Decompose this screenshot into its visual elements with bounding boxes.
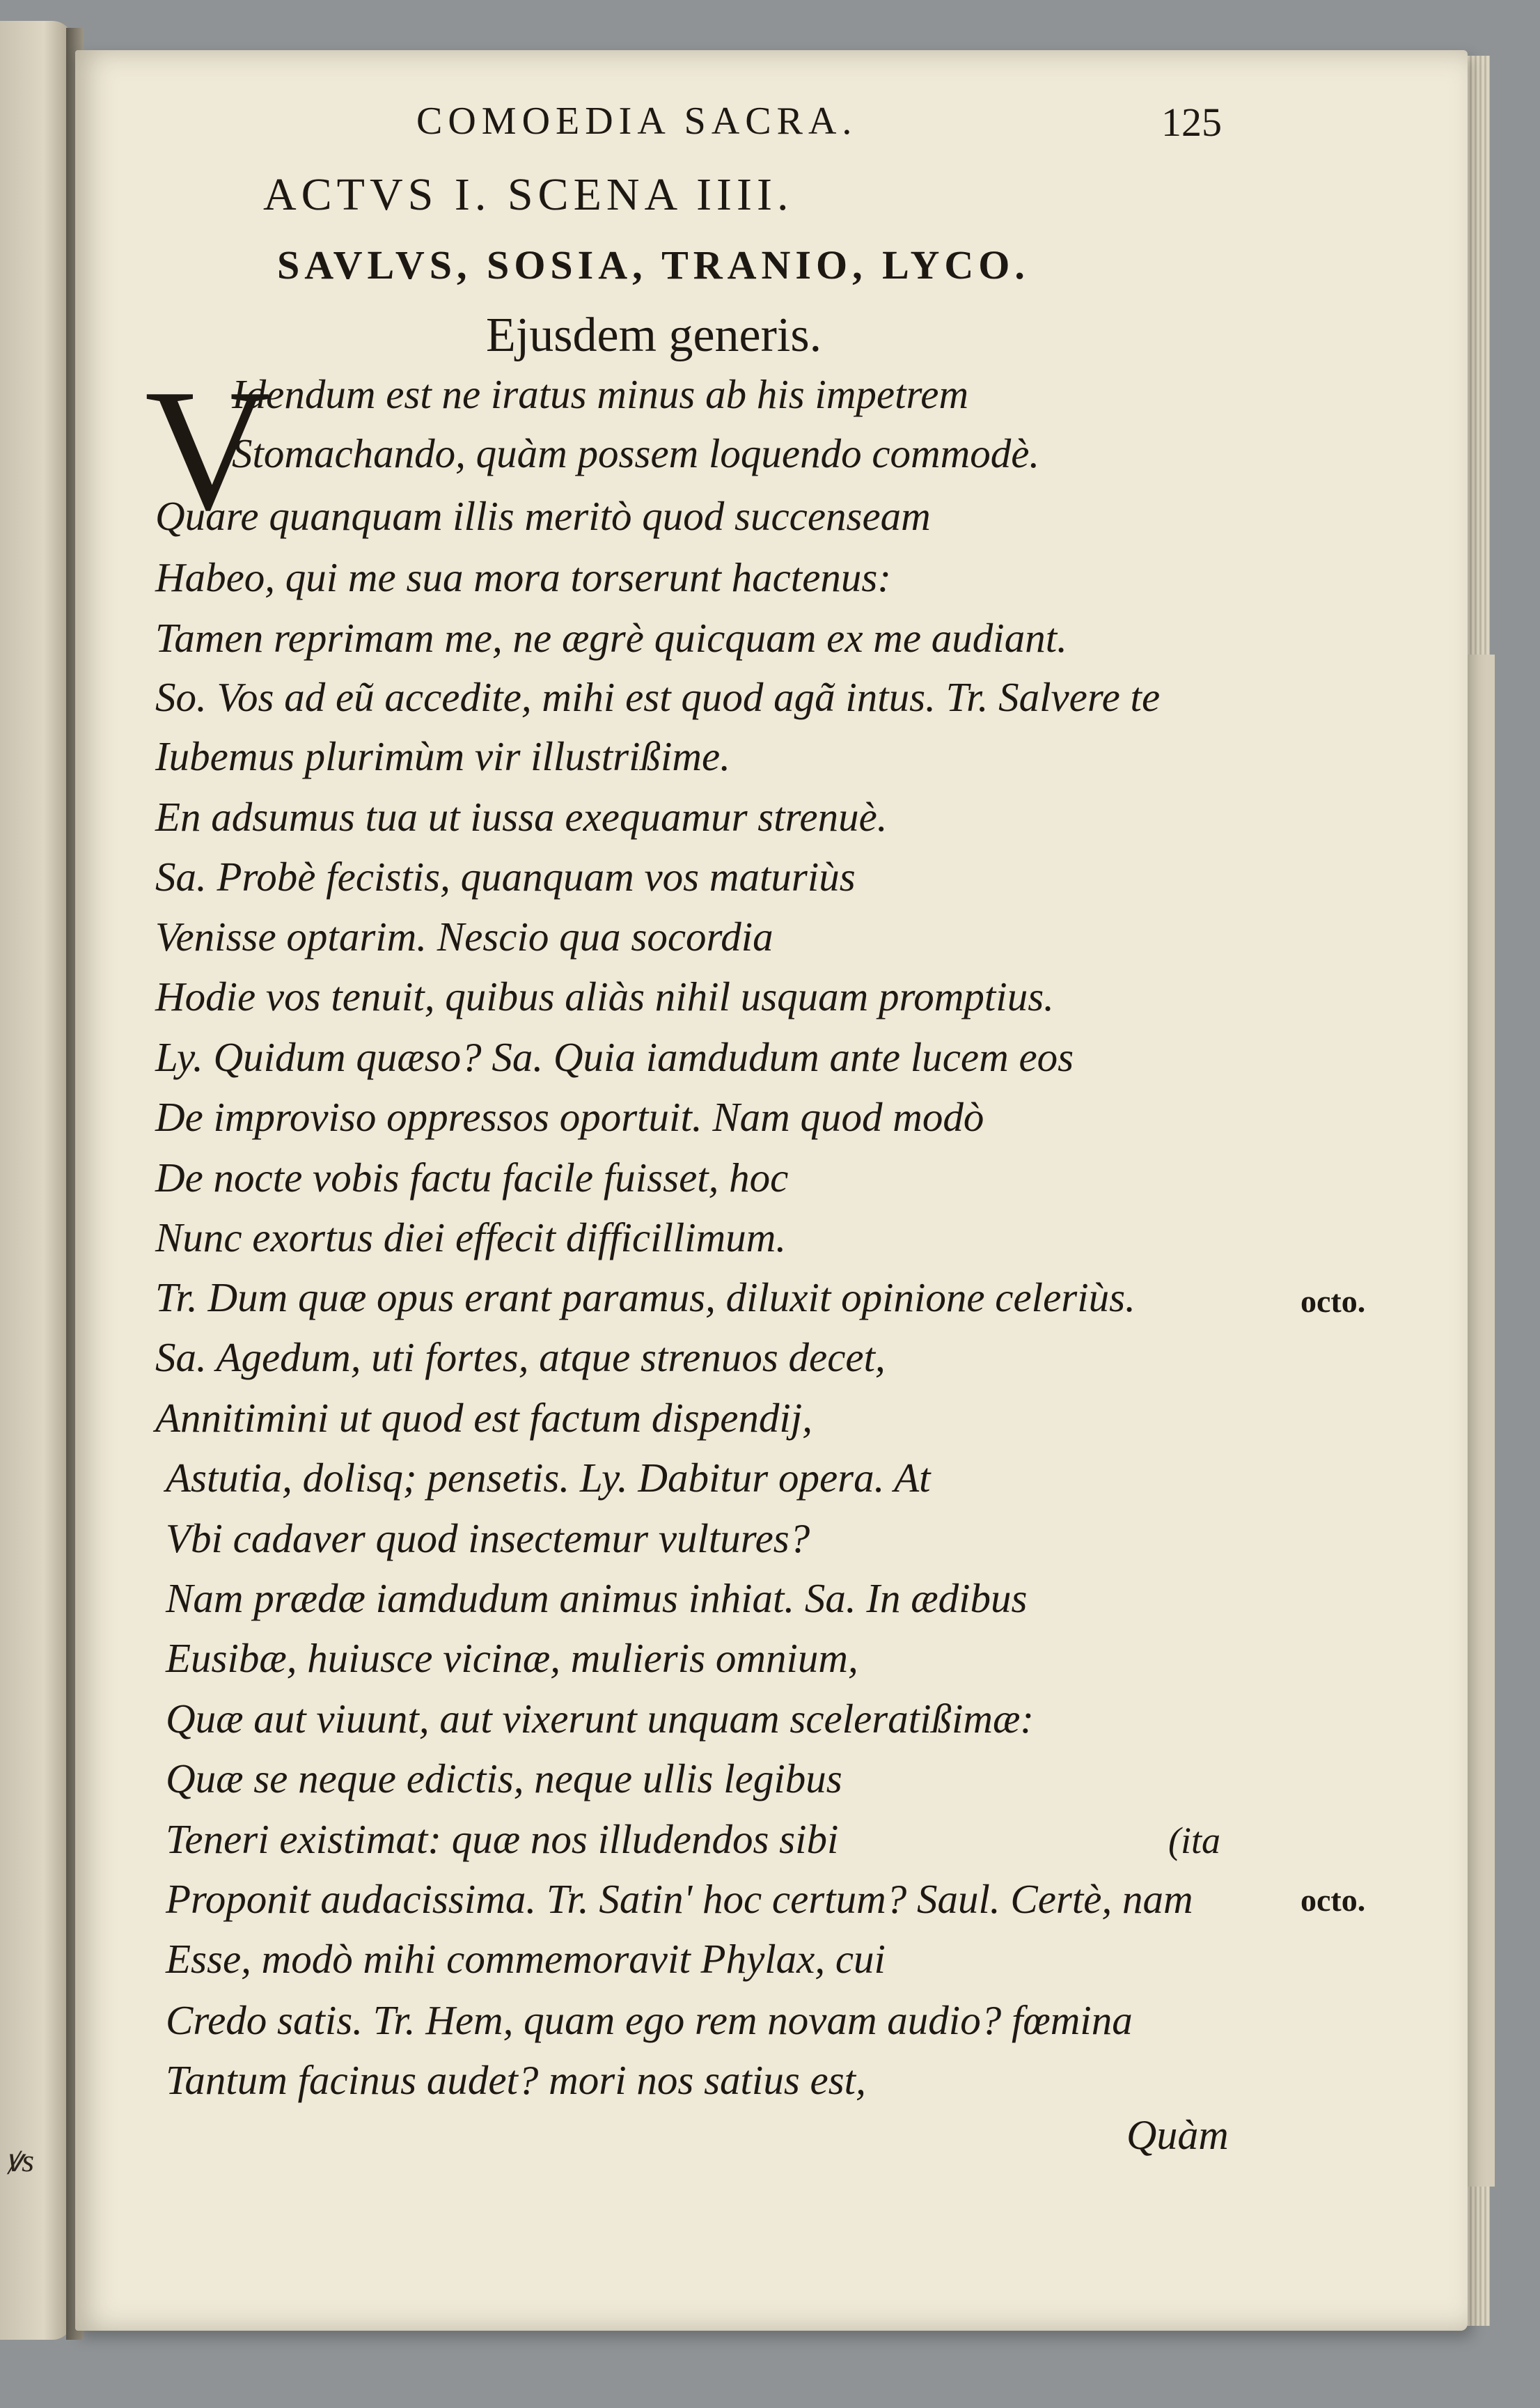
margin-note: octo. bbox=[1301, 1283, 1366, 1319]
verse-line: Tr. Dum quæ opus erant paramus, diluxit opinione celeriùs. bbox=[155, 1274, 1136, 1320]
page-header bbox=[340, 99, 1259, 162]
verse-line: Quare quanquam illis meritò quod succenseam bbox=[155, 493, 931, 539]
book-page bbox=[75, 50, 1468, 2331]
verse-line: Eusibæ, huiusce vicinæ, mulieris omnium, bbox=[166, 1635, 858, 1681]
running-title: COMOEDIA SACRA. bbox=[416, 100, 858, 143]
verse-line: De improviso oppressos oportuit. Nam quod modò bbox=[155, 1094, 984, 1140]
verse-line: Proponit audacissima. Tr. Satin' hoc certum? Saul. Certè, nam bbox=[166, 1876, 1193, 1922]
verse-line: Quæ se neque edictis, neque ullis legibus bbox=[166, 1756, 842, 1801]
verse-line: Tantum facinus audet? mori nos satius est, bbox=[166, 2057, 866, 2103]
verse-line: Tamen reprimam me, ne ægrè quicquam ex me audiant. bbox=[155, 615, 1067, 661]
margin-word: (ita bbox=[1168, 1820, 1220, 1861]
previous-page-edge bbox=[0, 21, 73, 2340]
verse-line: Astutia, dolisq; pensetis. Ly. Dabitur opera. At bbox=[166, 1455, 931, 1501]
verse-line: De nocte vobis factu facile fuisset, hoc bbox=[155, 1155, 789, 1201]
verse-line: Annitimini ut quod est factum dispendij, bbox=[155, 1395, 812, 1441]
drop-cap: V bbox=[145, 354, 271, 547]
verse-line: Credo satis. Tr. Hem, quam ego rem novam audio? fœmina bbox=[166, 1997, 1133, 2043]
verse-line: Stomachando, quàm possem loquendo commodè. bbox=[232, 430, 1040, 476]
verse-line: Habeo, qui me sua mora torserunt hactenus: bbox=[155, 554, 891, 600]
margin-note: octo. bbox=[1301, 1882, 1366, 1918]
verse-line: Teneri existimat: quæ nos illudendos sibi bbox=[166, 1816, 839, 1862]
verse-line: Esse, modò mihi commemoravit Phylax, cui bbox=[166, 1936, 886, 1982]
verse-line: Vbi cadaver quod insectemur vultures? bbox=[166, 1515, 810, 1561]
page-tab bbox=[1466, 655, 1495, 2187]
catchword: Quàm bbox=[1126, 2112, 1229, 2158]
verse-line: Idendum est ne iratus minus ab his impetrem bbox=[232, 371, 969, 417]
verse-line: Ly. Quidum quæso? Sa. Quia iamdudum ante lucem eos bbox=[155, 1034, 1074, 1080]
cast-list: SAVLVS, SOSIA, TRANIO, LYCO. bbox=[277, 242, 1030, 288]
verse-line: Nunc exortus diei effecit difficillimum. bbox=[155, 1214, 787, 1260]
verse-line: Nam prædæ iamdudum animus inhiat. Sa. In ædibus bbox=[166, 1575, 1028, 1621]
page-number: 125 bbox=[1161, 100, 1222, 145]
verse-line: Sa. Probè fecistis, quanquam vos maturiùs bbox=[155, 854, 856, 900]
verse-line: Quæ aut viuunt, aut vixerunt unquam sceleratißimæ: bbox=[166, 1696, 1035, 1742]
previous-page-fragment: ꝟs bbox=[6, 2143, 35, 2178]
verse-line: Hodie vos tenuit, quibus aliàs nihil usquam promptius. bbox=[155, 974, 1054, 1019]
verse-line: Sa. Agedum, uti fortes, atque strenuos decet, bbox=[155, 1334, 886, 1380]
verse-line: Iubemus plurimùm vir illustrißime. bbox=[155, 733, 730, 779]
verse-line: Venisse optarim. Nescio qua socordia bbox=[155, 914, 773, 960]
verse-line: So. Vos ad eũ accedite, mihi est quod agã intus. Tr. Salvere te bbox=[155, 674, 1161, 720]
scene-subtitle: Ejusdem generis. bbox=[486, 308, 822, 362]
verse-line: En adsumus tua ut iussa exequamur strenuè. bbox=[155, 794, 888, 840]
act-title: ACTVS I. SCENA IIII. bbox=[263, 169, 794, 220]
